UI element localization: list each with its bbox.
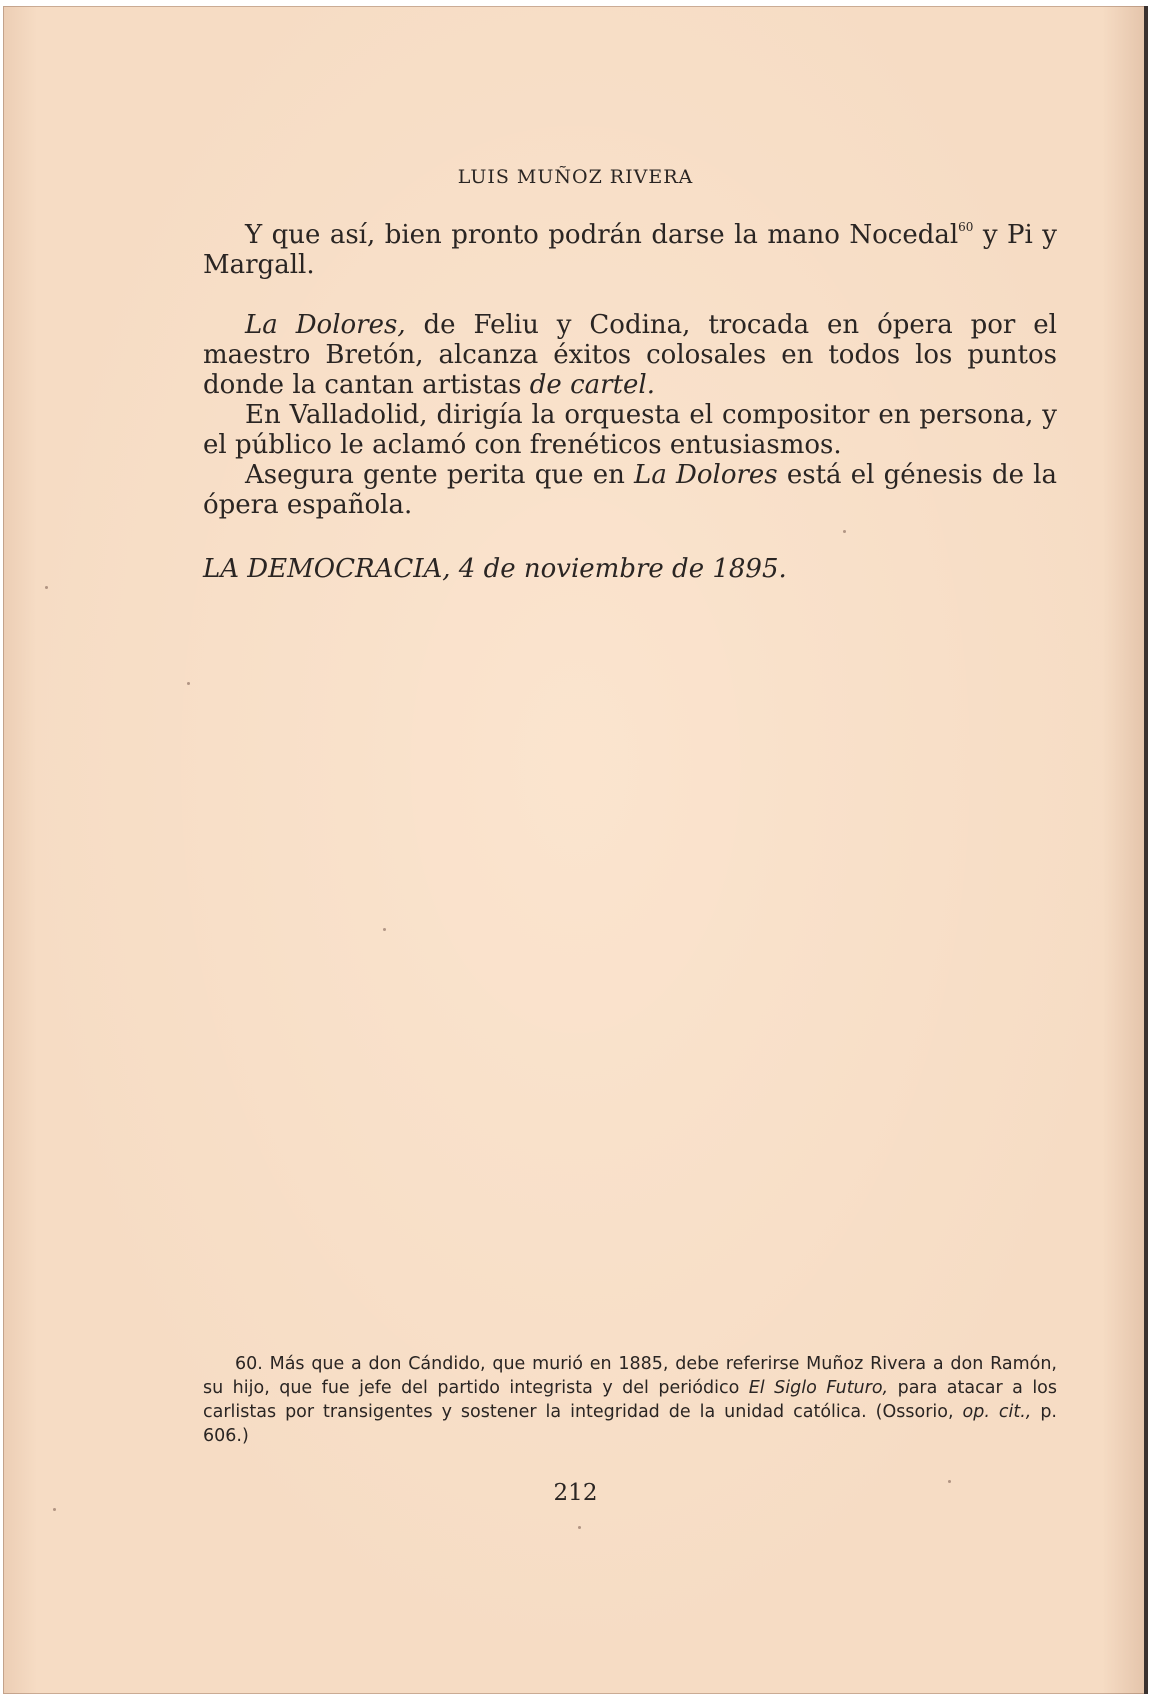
paragraph-text: de Feliu y Codina, trocada en ópera por el maestro Bretón, alcanza éxitos colosales en todos los puntos donde la cantan artistas: [203, 310, 1057, 400]
emphasis-text: de cartel.: [529, 370, 655, 400]
paper-speck: [578, 1526, 581, 1529]
paragraph-nocedal: [203, 220, 1057, 280]
footnote-text: p. 606.): [203, 1402, 1057, 1446]
paper-speck: [843, 530, 846, 533]
paragraph-text: Asegura gente perita que en: [245, 460, 635, 490]
running-head: LUIS MUÑOZ RIVERA: [457, 166, 694, 188]
footnote-reference[interactable]: 60: [958, 220, 974, 234]
paper-speck: [948, 1480, 951, 1483]
paper-speck: [187, 682, 190, 685]
paper-speck: [45, 586, 48, 589]
citation-abbrev: op. cit.,: [962, 1402, 1032, 1422]
body-text: [203, 220, 1057, 520]
source-citation: LA DEMOCRACIA, 4 de noviembre de 1895.: [203, 554, 787, 584]
work-title: La Dolores,: [245, 310, 406, 340]
paragraph-text: y Pi y Margall.: [203, 220, 1057, 280]
work-title: La Dolores: [634, 460, 778, 490]
book-page: [3, 6, 1148, 1694]
paragraph-text: Y que así, bien pronto podrán darse la mano Nocedal: [245, 220, 959, 250]
newspaper-title: El Siglo Futuro,: [748, 1378, 889, 1398]
paragraph-valladolid: En Valladolid, dirigía la orquesta el compositor en persona, y el público le aclamó con frenéticos entusiasmos.: [203, 400, 1057, 460]
footnote-text: Más que a don Cándido, que murió en 1885, debe referirse Muñoz Rivera a don Ramón, su hijo, que fue jefe del partido integrista y del periódico: [203, 1354, 1057, 1398]
paragraph-text: está el génesis de la ópera española.: [203, 460, 1057, 520]
paragraph-genesis: [203, 460, 1057, 520]
footnote: [203, 1352, 1057, 1448]
footnote-text: para atacar a los carlistas por transigentes y sostener la integridad de la unidad católica. (Ossorio,: [203, 1378, 1058, 1422]
paper-speck: [383, 928, 386, 931]
paper-speck: [53, 1508, 56, 1511]
paragraph-la-dolores: [203, 310, 1057, 400]
footnote-number: 60.: [235, 1354, 263, 1374]
page-number: 212: [553, 1480, 598, 1506]
